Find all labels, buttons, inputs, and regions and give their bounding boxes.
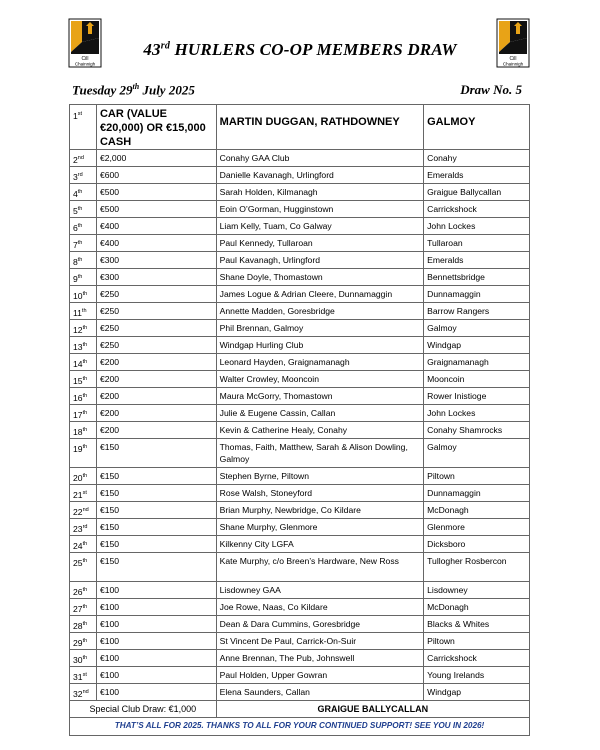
winner-club: Graigue Ballycallan: [424, 184, 530, 201]
prize-value: €150: [96, 439, 216, 468]
prize-position: 20th: [70, 468, 97, 485]
prize-value: CAR (VALUE €20,000) OR €15,000 CASH: [96, 105, 216, 150]
table-row: [70, 320, 530, 337]
table-row: [70, 388, 530, 405]
prize-position: 5th: [70, 201, 97, 218]
table-row: [70, 422, 530, 439]
winner-name: Liam Kelly, Tuam, Co Galway: [216, 218, 423, 235]
prize-position: 10th: [70, 286, 97, 303]
prize-value: €300: [96, 269, 216, 286]
draw-date: Tuesday 29th July 2025: [72, 82, 195, 98]
prize-value: €150: [96, 536, 216, 553]
prize-value: €100: [96, 650, 216, 667]
winner-name: Phil Brennan, Galmoy: [216, 320, 423, 337]
winner-club: GALMOY: [424, 105, 530, 150]
winner-club: Dunnamaggin: [424, 286, 530, 303]
table-row: [70, 582, 530, 599]
winner-club: Dicksboro: [424, 536, 530, 553]
winner-name: Brian Murphy, Newbridge, Co Kildare: [216, 502, 423, 519]
table-row: [70, 201, 530, 218]
table-row: [70, 633, 530, 650]
prize-position: 26th: [70, 582, 97, 599]
winner-club: Glenmore: [424, 519, 530, 536]
prize-value: €100: [96, 599, 216, 616]
winner-name: Paul Holden, Upper Gowran: [216, 667, 423, 684]
prize-value: €500: [96, 184, 216, 201]
winner-club: Galmoy: [424, 320, 530, 337]
table-row: [70, 286, 530, 303]
prize-value: €300: [96, 252, 216, 269]
table-row: [70, 667, 530, 684]
table-row: [70, 485, 530, 502]
winner-name: Thomas, Faith, Matthew, Sarah & Alison Dowling, Galmoy: [216, 439, 423, 468]
prize-value: €100: [96, 633, 216, 650]
winner-club: McDonagh: [424, 599, 530, 616]
prize-value: €250: [96, 286, 216, 303]
page-title: 43rd HURLERS CO-OP MEMBERS DRAW: [143, 40, 457, 59]
winner-name: Kate Murphy, c/o Breen’s Hardware, New Ross: [216, 553, 423, 582]
prize-position: 7th: [70, 235, 97, 252]
table-row: [70, 371, 530, 388]
prize-position: 1st: [70, 105, 97, 150]
prize-position: 30th: [70, 650, 97, 667]
prize-position: 27th: [70, 599, 97, 616]
winner-club: Mooncoin: [424, 371, 530, 388]
prize-position: 11th: [70, 303, 97, 320]
winner-name: Elena Saunders, Callan: [216, 684, 423, 701]
table-row: [70, 536, 530, 553]
prize-position: 9th: [70, 269, 97, 286]
prize-value: €250: [96, 320, 216, 337]
table-row: [70, 502, 530, 519]
table-row: [70, 235, 530, 252]
prize-value: €200: [96, 422, 216, 439]
winner-name: Paul Kennedy, Tullaroan: [216, 235, 423, 252]
winner-club: Windgap: [424, 684, 530, 701]
winner-club: Conahy: [424, 150, 530, 167]
prize-value: €500: [96, 201, 216, 218]
winner-name: Danielle Kavanagh, Urlingford: [216, 167, 423, 184]
prize-value: €100: [96, 582, 216, 599]
prize-position: 8th: [70, 252, 97, 269]
svg-text:Chainnigh: Chainnigh: [74, 61, 96, 67]
footer-message-row: [70, 718, 530, 736]
prize-value: €250: [96, 303, 216, 320]
prize-position: 21st: [70, 485, 97, 502]
prize-position: 14th: [70, 354, 97, 371]
special-club-draw-label: Special Club Draw: €1,000: [70, 701, 217, 718]
prize-position: 22nd: [70, 502, 97, 519]
winner-name: St Vincent De Paul, Carrick-On-Suir: [216, 633, 423, 650]
table-row: [70, 684, 530, 701]
prize-position: 17th: [70, 405, 97, 422]
prize-position: 16th: [70, 388, 97, 405]
winner-club: Piltown: [424, 633, 530, 650]
prize-value: €100: [96, 667, 216, 684]
table-row: [70, 616, 530, 633]
prize-value: €200: [96, 405, 216, 422]
prize-position: 25th: [70, 553, 97, 582]
winner-club: Conahy Shamrocks: [424, 422, 530, 439]
table-row: [70, 553, 530, 582]
winner-name: Stephen Byrne, Piltown: [216, 468, 423, 485]
table-row: [70, 354, 530, 371]
svg-text:Cill: Cill: [509, 56, 517, 62]
prize-value: €150: [96, 502, 216, 519]
table-row: [70, 599, 530, 616]
winner-name: MARTIN DUGGAN, RATHDOWNEY: [216, 105, 423, 150]
prize-position: 6th: [70, 218, 97, 235]
prize-position: 2nd: [70, 150, 97, 167]
winner-club: Carrickshock: [424, 650, 530, 667]
winner-club: Windgap: [424, 337, 530, 354]
prize-value: €150: [96, 485, 216, 502]
winner-name: Sarah Holden, Kilmanagh: [216, 184, 423, 201]
prize-value: €200: [96, 354, 216, 371]
prize-value: €2,000: [96, 150, 216, 167]
winner-club: Blacks & Whites: [424, 616, 530, 633]
table-row: [70, 218, 530, 235]
special-club-draw-row: [70, 701, 530, 718]
prize-value: €400: [96, 218, 216, 235]
svg-text:Chainnigh: Chainnigh: [502, 61, 524, 67]
winner-club: Galmoy: [424, 439, 530, 468]
table-row: [70, 468, 530, 485]
table-row: [70, 252, 530, 269]
prize-value: €100: [96, 616, 216, 633]
table-row: [70, 303, 530, 320]
winner-club: Lisdowney: [424, 582, 530, 599]
draw-number: Draw No. 5: [460, 82, 522, 97]
winner-name: Eoin O’Gorman, Hugginstown: [216, 201, 423, 218]
prize-value: €150: [96, 519, 216, 536]
table-row: [70, 650, 530, 667]
winner-club: McDonagh: [424, 502, 530, 519]
prize-value: €200: [96, 388, 216, 405]
prize-position: 29th: [70, 633, 97, 650]
prize-value: €100: [96, 684, 216, 701]
winner-name: Windgap Hurling Club: [216, 337, 423, 354]
winner-name: Walter Crowley, Mooncoin: [216, 371, 423, 388]
winner-name: James Logue & Adrian Cleere, Dunnamaggin: [216, 286, 423, 303]
prize-value: €150: [96, 553, 216, 582]
winner-club: Barrow Rangers: [424, 303, 530, 320]
prize-position: 23rd: [70, 519, 97, 536]
winner-name: Rose Walsh, Stoneyford: [216, 485, 423, 502]
prize-position: 24th: [70, 536, 97, 553]
winner-name: Kevin & Catherine Healy, Conahy: [216, 422, 423, 439]
winner-club: Emeralds: [424, 167, 530, 184]
winner-name: Annette Madden, Goresbridge: [216, 303, 423, 320]
winner-club: Dunnamaggin: [424, 485, 530, 502]
prize-position: 3rd: [70, 167, 97, 184]
table-row: [70, 405, 530, 422]
prize-value: €400: [96, 235, 216, 252]
prize-position: 13th: [70, 337, 97, 354]
table-row: [70, 150, 530, 167]
winner-name: Anne Brennan, The Pub, Johnswell: [216, 650, 423, 667]
prize-position: 12th: [70, 320, 97, 337]
prize-position: 4th: [70, 184, 97, 201]
table-row: [70, 519, 530, 536]
winner-name: Conahy GAA Club: [216, 150, 423, 167]
winner-name: Shane Murphy, Glenmore: [216, 519, 423, 536]
winner-club: Emeralds: [424, 252, 530, 269]
prize-value: €600: [96, 167, 216, 184]
winner-club: Young Irelands: [424, 667, 530, 684]
winner-club: Bennettsbridge: [424, 269, 530, 286]
prize-position: 15th: [70, 371, 97, 388]
special-club-draw-winner: GRAIGUE BALLYCALLAN: [216, 701, 529, 718]
prize-value: €200: [96, 371, 216, 388]
winner-name: Paul Kavanagh, Urlingford: [216, 252, 423, 269]
draw-results-table: [69, 104, 530, 736]
prize-position: 32nd: [70, 684, 97, 701]
winner-club: Carrickshock: [424, 201, 530, 218]
table-row: [70, 269, 530, 286]
prize-position: 28th: [70, 616, 97, 633]
table-row-first-prize: [70, 105, 530, 150]
prize-value: €150: [96, 468, 216, 485]
winner-club: Piltown: [424, 468, 530, 485]
winner-club: Rower Inistioge: [424, 388, 530, 405]
winner-name: Shane Doyle, Thomastown: [216, 269, 423, 286]
table-row: [70, 439, 530, 468]
prize-position: 31st: [70, 667, 97, 684]
winner-club: John Lockes: [424, 218, 530, 235]
footer-message: THAT’S ALL FOR 2025. THANKS TO ALL FOR YOUR CONTINUED SUPPORT! SEE YOU IN 2026!: [70, 718, 530, 736]
table-row: [70, 184, 530, 201]
winner-club: Graignamanagh: [424, 354, 530, 371]
prize-position: 18th: [70, 422, 97, 439]
winner-club: Tullaroan: [424, 235, 530, 252]
prize-value: €250: [96, 337, 216, 354]
table-row: [70, 167, 530, 184]
winner-name: Dean & Dara Cummins, Goresbridge: [216, 616, 423, 633]
winner-name: Joe Rowe, Naas, Co Kildare: [216, 599, 423, 616]
winner-name: Maura McGorry, Thomastown: [216, 388, 423, 405]
winner-name: Julie & Eugene Cassin, Callan: [216, 405, 423, 422]
svg-text:Cill: Cill: [81, 56, 89, 62]
winner-club: John Lockes: [424, 405, 530, 422]
prize-position: 19th: [70, 439, 97, 468]
winner-name: Lisdowney GAA: [216, 582, 423, 599]
winner-name: Leonard Hayden, Graignamanagh: [216, 354, 423, 371]
winner-club: Tullogher Rosbercon: [424, 553, 530, 582]
table-row: [70, 337, 530, 354]
winner-name: Kilkenny City LGFA: [216, 536, 423, 553]
